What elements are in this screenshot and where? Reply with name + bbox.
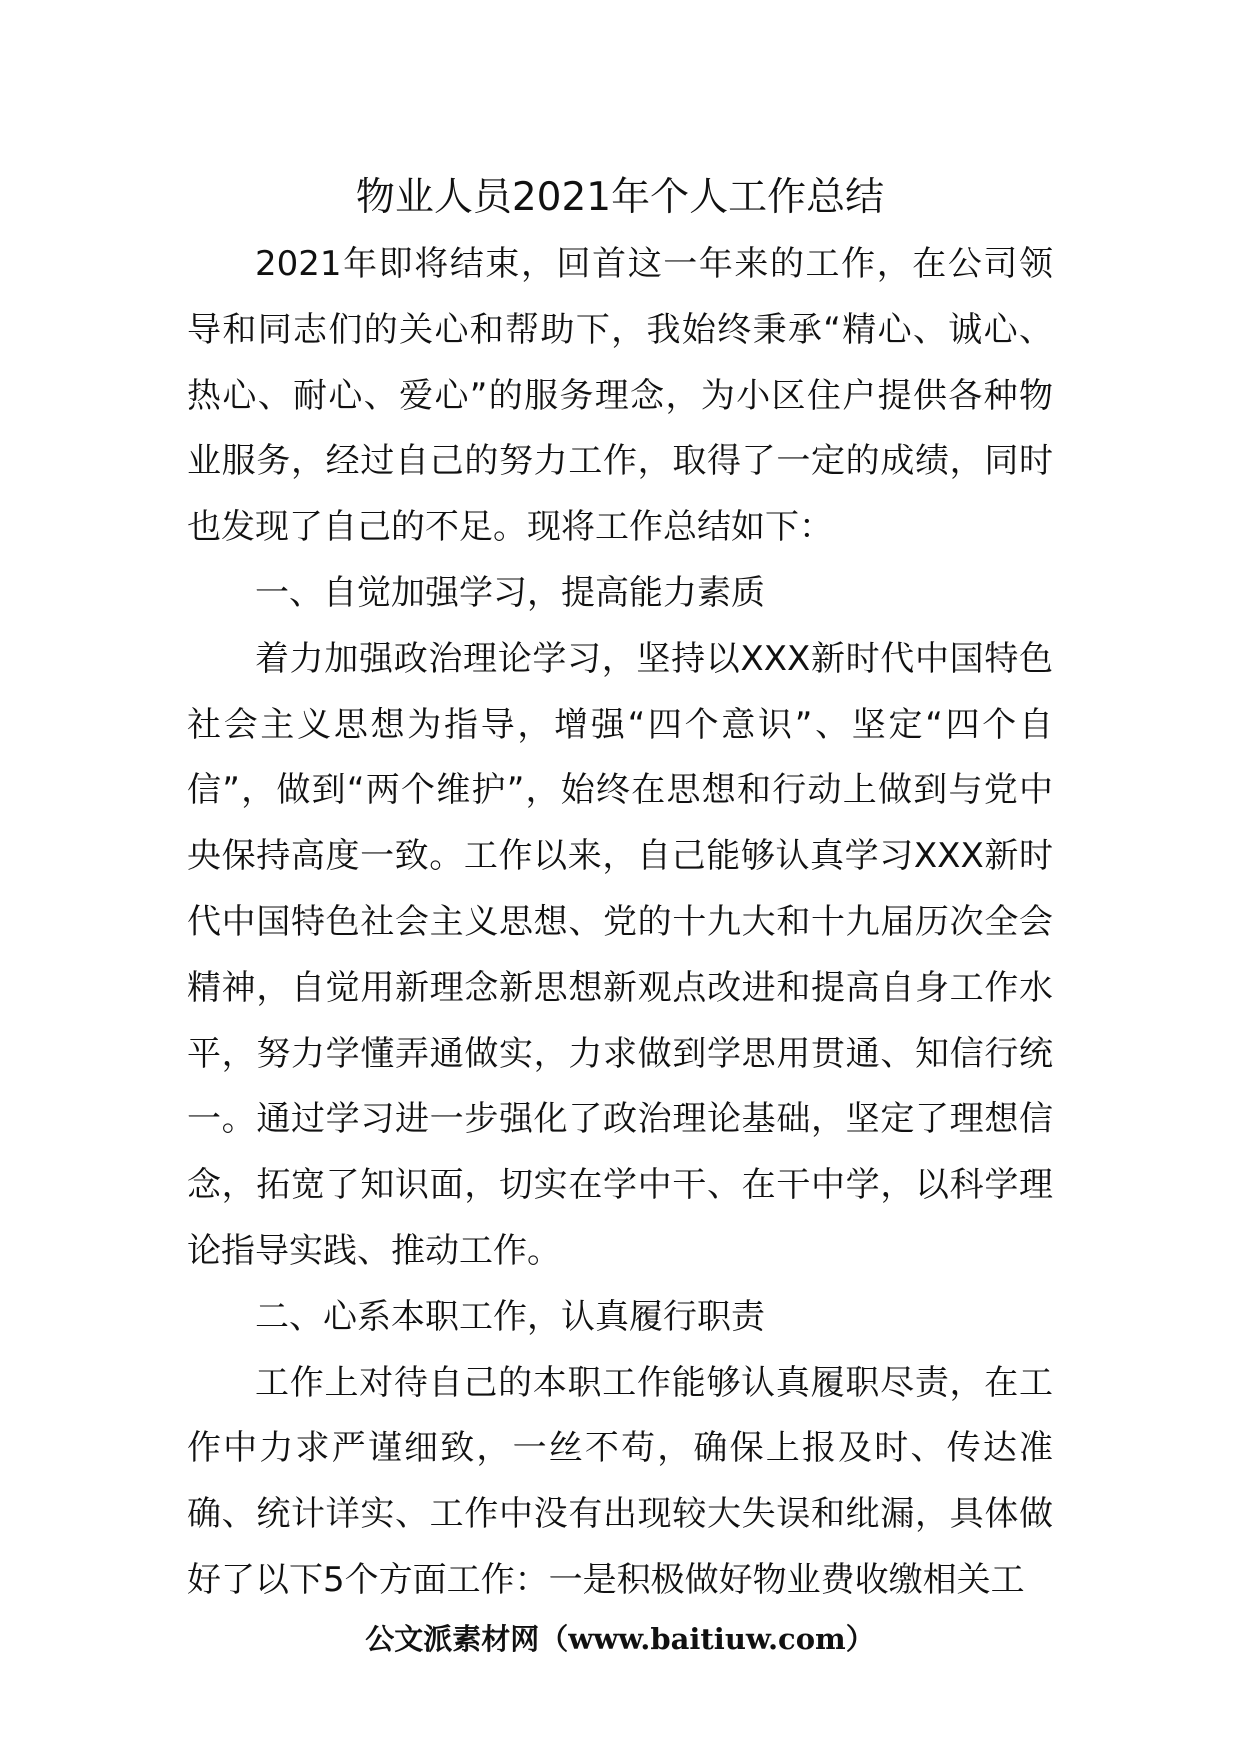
intro-paragraph: 2021年即将结束，回首这一年来的工作，在公司领导和同志们的关心和帮助下，我始终秉承“精心、诚心、热心、耐心、爱心”的服务理念，为小区住户提供各种物业服务，经过自己的努力工作，取得了一定的成绩，同时也发现了自己的不足。现将工作总结如下： [187,244,1053,548]
section-paragraph-2: 工作上对待自己的本职工作能够认真履职尽责，在工作中力求严谨细致，一丝不苟，确保上报及时、传达准确、统计详实、工作中没有出现较大失误和纰漏，具体做好了以下5个方面工作：一是积极做好物业费收缴相关工 [187,1362,1053,1600]
section-heading-2: 二、心系本职工作，认真履行职责 [255,1296,765,1337]
document-title: 物业人员2021年个人工作总结 [355,175,885,220]
section-heading-1: 一、自觉加强学习，提高能力素质 [255,572,765,613]
section-paragraph-1: 着力加强政治理论学习，坚持以XXX新时代中国特色社会主义思想为指导，增强“四个意识”、坚定“四个自信”，做到“两个维护”，始终在思想和行动上做到与党中央保持高度一致。工作以来，自己能够认真学习XXX新时代中国特色社会主义思想、党的十九大和十九届历次全会精神，自觉用新理念新思想新观点改进和提高自身工作水平，努力学懂弄通做实，力求做到学思用贯通、知信行统一。通过学习进一步强化了政治理论基础，坚定了理想信念，拓宽了知识面，切实在学中干、在干中学，以科学理论指导实践、推动工作。 [187,638,1053,1271]
document-body [187,232,1053,1614]
source-footer: 公文派素材网（www.baitiuw.com） [365,1622,875,1656]
